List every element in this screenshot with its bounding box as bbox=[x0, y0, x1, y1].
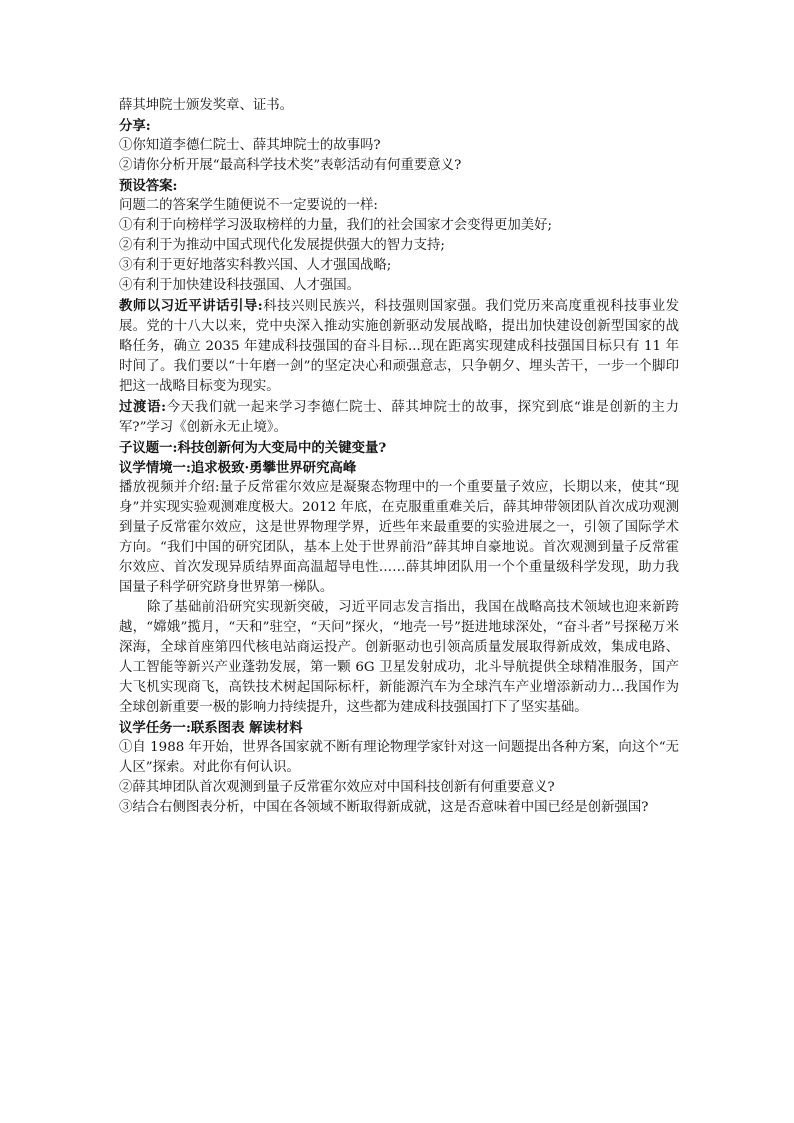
document-page bbox=[119, 96, 679, 818]
task-heading: 议学任务一:联系图表 解读材料 bbox=[119, 720, 303, 736]
situation-paragraph-2: 除了基础前沿研究实现新突破，习近平同志发言指出，我国在战略高技术领域也迎来新跨越，“嫦娥”揽月，“天和”驻空，“天问”探火，“地壳一号”挺进地球深处，“奋斗者”号探秘万米深海，全球首座第四代核电站商运投产。创新驱动也引领高质量发展取得新成效，集成电路、人工智能等新兴产业蓬勃发展，第一颗 6G 卫星发射成功，北斗导航提供全球精准服务，国产大飞机实现商飞，高铁技术树起国际标杆，新能源汽车为全球汽车产业增添新动力...我国作为全球创新重要一极的影响力持续提升，这些都为建成科技强国打下了坚实基础。 bbox=[119, 600, 679, 715]
answer-intro: 问题二的答案学生随便说不一定要说的一样: bbox=[119, 198, 378, 213]
situation-heading: 议学情境一:追求极致·勇攀世界研究高峰 bbox=[119, 460, 357, 476]
teacher-guide-label: 教师以习近平讲话引导: bbox=[119, 298, 263, 314]
share-heading: 分享: bbox=[119, 118, 151, 134]
share-question-2: ②请你分析开展“最高科学技术奖”表彰活动有何重要意义? bbox=[119, 158, 462, 173]
answer-item-3: ③有利于更好地落实科教兴国、人才强国战略; bbox=[119, 258, 392, 273]
intro-line: 薛其坤院士颁发奖章、证书。 bbox=[119, 98, 294, 113]
answer-item-1: ①有利于向榜样学习汲取榜样的力量，我们的社会国家才会变得更加美好; bbox=[119, 218, 553, 233]
answer-heading: 预设答案: bbox=[119, 178, 178, 194]
answer-item-4: ④有利于加快建设科技强国、人才强国。 bbox=[119, 278, 361, 293]
task-question-2: ②薛其坤团队首次观测到量子反常霍尔效应对中国科技创新有何重要意义? bbox=[119, 780, 555, 795]
situation-paragraph-1: 播放视频并介绍:量子反常霍尔效应是凝聚态物理中的一个重要量子效应，长期以来，使其“现身”并实现实验观测难度极大。2012 年底，在克服重重难关后，薛其坤带领团队首次成功观测到量子反常霍尔效应，这是世界物理学界，近些年来最重要的实验进展之一，引领了国际学术方向。“我们中国的研究团队，基本上处于世界前沿”薛其坤自豪地说。首次观测到量子反常霍尔效应、首次发现异质结界面高温超导电性……薛其坤团队用一个个重量级科学发现，助力我国量子科学研究跻身世界第一梯队。 bbox=[119, 480, 679, 595]
answer-item-2: ②有利于为推动中国式现代化发展提供强大的智力支持; bbox=[119, 238, 445, 253]
transition-text: 今天我们就一起来学习李德仁院士、薛其坤院士的故事，探究到底“谁是创新的主力军?”学习《创新永无止境》。 bbox=[119, 400, 679, 435]
task-question-1: ①自 1988 年开始，世界各国家就不断有理论物理学家针对这一问题提出各种方案，向这个“无人区”探索。对此你有何认识。 bbox=[119, 740, 679, 775]
teacher-guide-paragraph bbox=[119, 296, 679, 397]
teacher-guide-text: 科技兴则民族兴，科技强则国家强。我们党历来高度重视科技事业发展。党的十八大以来，党中央深入推动实施创新驱动发展战略，提出加快建设创新型国家的战略任务，确立 2035 年建成科技强国的奋斗目标...现在距离实现建成科技强国目标只有 11 年时间了。我们要以“十年磨一剑”的坚定决心和顽强意志，只争朝夕、埋头苦干，一步一个脚印把这一战略目标变为现实。 bbox=[119, 299, 680, 394]
transition-label: 过渡语: bbox=[119, 399, 167, 415]
sub-topic-heading: 子议题一:科技创新何为大变局中的关键变量? bbox=[119, 440, 387, 456]
transition-paragraph bbox=[119, 397, 679, 438]
share-question-1: ①你知道李德仁院士、薛其坤院士的故事吗? bbox=[119, 138, 381, 153]
task-question-3: ③结合右侧图表分析，中国在各领域不断取得新成就，这是否意味着中国已经是创新强国? bbox=[119, 800, 649, 815]
